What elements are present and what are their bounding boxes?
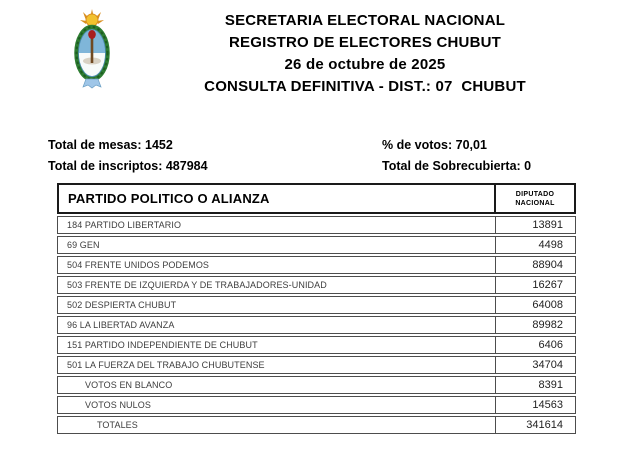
office-header-line-1: DIPUTADO bbox=[515, 190, 555, 198]
results-table bbox=[57, 183, 576, 434]
vote-count: 8391 bbox=[495, 377, 575, 393]
total-sobrecubierta: Total de Sobrecubierta: 0 bbox=[382, 159, 532, 173]
office-column-header bbox=[494, 185, 574, 212]
table-row bbox=[57, 276, 576, 294]
table-row bbox=[57, 256, 576, 274]
vote-count: 88904 bbox=[495, 257, 575, 273]
summary-right-column bbox=[382, 135, 531, 177]
header-line-2: REGISTRO DE ELECTORES CHUBUT bbox=[228, 34, 501, 51]
table-row bbox=[57, 236, 576, 254]
phrygian-cap bbox=[88, 30, 96, 39]
vote-count: 16267 bbox=[495, 277, 575, 293]
coat-of-arms-svg bbox=[71, 8, 113, 90]
vote-count: 34704 bbox=[495, 357, 575, 373]
total-mesas: Total de mesas: 1452 bbox=[48, 138, 173, 152]
header-line-4: CONSULTA DEFINITIVA - DIST.: 07 CHUBUT bbox=[204, 78, 526, 95]
sun-icon bbox=[86, 14, 98, 26]
table-row bbox=[57, 316, 576, 334]
results-table-header bbox=[57, 183, 576, 214]
party-label: 501 LA FUERZA DEL TRABAJO CHUBUTENSE bbox=[67, 360, 265, 370]
party-label: VOTOS NULOS bbox=[85, 400, 151, 410]
table-row bbox=[57, 396, 576, 414]
results-table-body bbox=[57, 216, 576, 434]
table-row bbox=[57, 376, 576, 394]
vote-count: 64008 bbox=[495, 297, 575, 313]
header-line-3: 26 de octubre de 2025 bbox=[284, 56, 446, 73]
table-row bbox=[57, 216, 576, 234]
table-row bbox=[57, 296, 576, 314]
party-label: TOTALES bbox=[97, 420, 138, 430]
party-label: 69 GEN bbox=[67, 240, 100, 250]
vote-count: 14563 bbox=[495, 397, 575, 413]
pct-votos: % de votos: 70,01 bbox=[382, 138, 487, 152]
party-label: 151 PARTIDO INDEPENDIENTE DE CHUBUT bbox=[67, 340, 258, 350]
summary-left-column bbox=[48, 135, 208, 177]
party-label: VOTOS EN BLANCO bbox=[85, 380, 173, 390]
office-header-line-2: NACIONAL bbox=[515, 199, 555, 207]
total-inscriptos: Total de inscriptos: 487984 bbox=[48, 159, 208, 173]
document-header bbox=[150, 10, 580, 98]
table-row bbox=[57, 336, 576, 354]
party-column-header: PARTIDO POLITICO O ALIANZA bbox=[68, 191, 270, 206]
vote-count: 13891 bbox=[495, 217, 575, 233]
party-label: 503 FRENTE DE IZQUIERDA Y DE TRABAJADORES-UNIDAD bbox=[67, 280, 327, 290]
vote-count: 341614 bbox=[495, 417, 575, 433]
table-row bbox=[57, 356, 576, 374]
vote-count: 89982 bbox=[495, 317, 575, 333]
header-line-1: SECRETARIA ELECTORAL NACIONAL bbox=[224, 12, 506, 29]
party-label: 504 FRENTE UNIDOS PODEMOS bbox=[67, 260, 210, 270]
party-label: 502 DESPIERTA CHUBUT bbox=[67, 300, 177, 310]
vote-count: 4498 bbox=[495, 237, 575, 253]
ribbon bbox=[83, 79, 101, 88]
party-label: 96 LA LIBERTAD AVANZA bbox=[67, 320, 175, 330]
party-label: 184 PARTIDO LIBERTARIO bbox=[67, 220, 182, 230]
vote-count: 6406 bbox=[495, 337, 575, 353]
argentina-coat-of-arms-icon bbox=[71, 8, 113, 90]
table-row bbox=[57, 416, 576, 434]
